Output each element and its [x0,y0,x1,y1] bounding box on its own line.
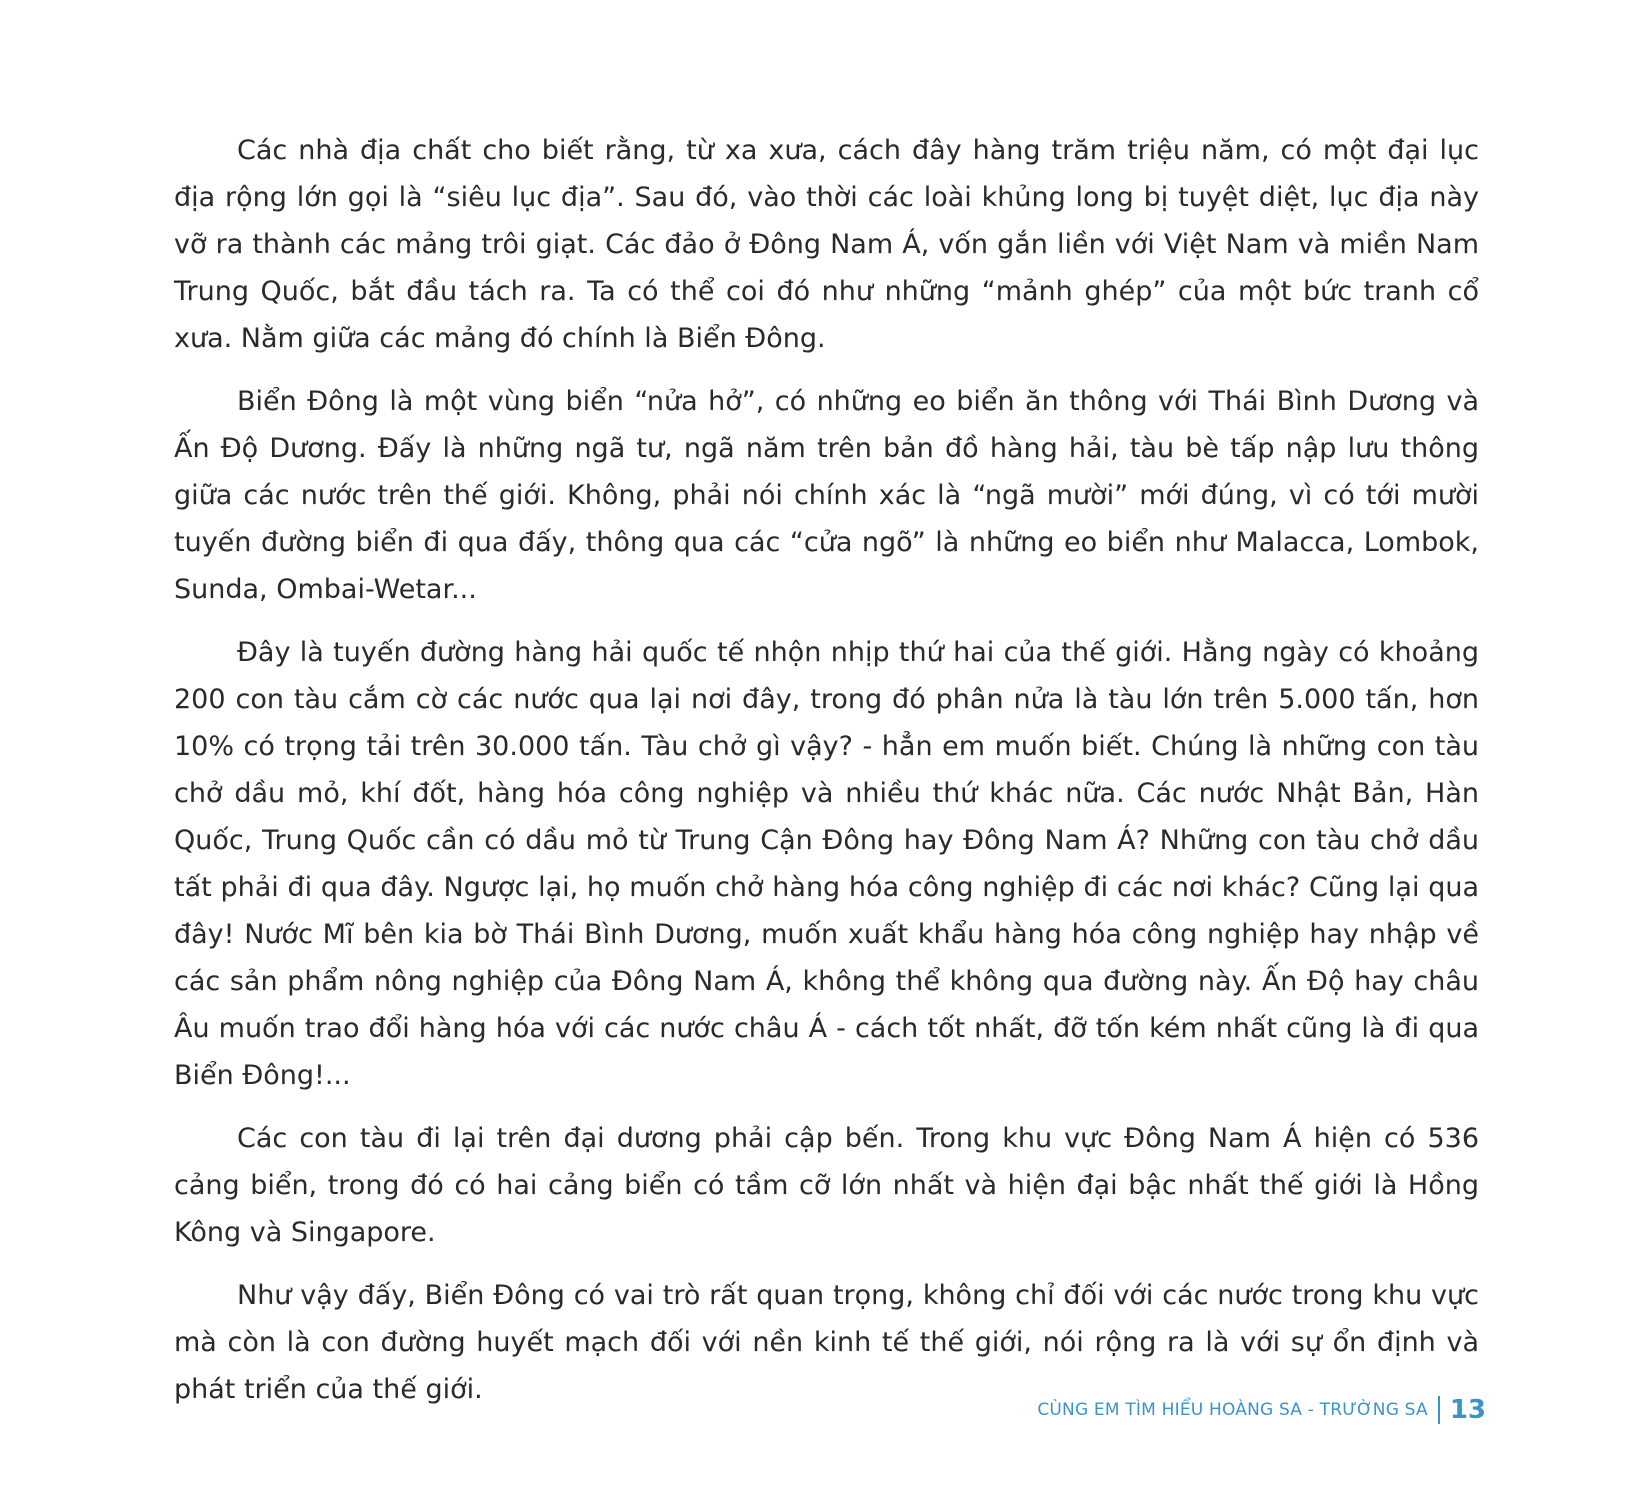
paragraph-5: Như vậy đấy, Biển Đông có vai trò rất quan trọng, không chỉ đối với các nước trong khu vực mà còn là con đường huyết mạch đối với nền kinh tế thế giới, nói rộng ra là với sự ổn định và phát triển của thế giới. [174,1280,1479,1405]
body-text [174,127,1479,1429]
paragraph-4: Các con tàu đi lại trên đại dương phải cập bến. Trong khu vực Đông Nam Á hiện có 536 cảng biển, trong đó có hai cảng biển có tầm cỡ lớn nhất và hiện đại bậc nhất thế giới là Hồng Kông và Singapore. [174,1123,1479,1248]
paragraph-2: Biển Đông là một vùng biển “nửa hở”, có những eo biển ăn thông với Thái Bình Dương và Ấn Độ Dương. Đấy là những ngã tư, ngã năm trên bản đồ hàng hải, tàu bè tấp nập lưu thông giữa các nước trên thế giới. Không, phải nói chính xác là “ngã mười” mới đúng, vì có tới mười tuyến đường biển đi qua đấy, thông qua các “cửa ngõ” là những eo biển như Malacca, Lombok, Sunda, Ombai-Wetar... [174,386,1479,605]
paragraph-3: Đây là tuyến đường hàng hải quốc tế nhộn nhịp thứ hai của thế giới. Hằng ngày có khoảng 200 con tàu cắm cờ các nước qua lại nơi đây, trong đó phân nửa là tàu lớn trên 5.000 tấn, hơn 10% có trọng tải trên 30.000 tấn. Tàu chở gì vậy? - hẳn em muốn biết. Chúng là những con tàu chở dầu mỏ, khí đốt, hàng hóa công nghiệp và nhiều thứ khác nữa. Các nước Nhật Bản, Hàn Quốc, Trung Quốc cần có dầu mỏ từ Trung Cận Đông hay Đông Nam Á? Những con tàu chở dầu tất phải đi qua đây. Ngược lại, họ muốn chở hàng hóa công nghiệp đi các nơi khác? Cũng lại qua đây! Nước Mĩ bên kia bờ Thái Bình Dương, muốn xuất khẩu hàng hóa công nghiệp hay nhập về các sản phẩm nông nghiệp của Đông Nam Á, không thể không qua đường này. Ấn Độ hay châu Âu muốn trao đổi hàng hóa với các nước châu Á - cách tốt nhất, đỡ tốn kém nhất cũng là đi qua Biển Đông!... [174,637,1479,1091]
running-title: CÙNG EM TÌM HIỂU HOÀNG SA - TRƯỜNG SA [1037,1400,1428,1420]
page-number: 13 [1449,1395,1486,1425]
footer-divider [1438,1396,1440,1424]
paragraph-1: Các nhà địa chất cho biết rằng, từ xa xưa, cách đây hàng trăm triệu năm, có một đại lục địa rộng lớn gọi là “siêu lục địa”. Sau đó, vào thời các loài khủng long bị tuyệt diệt, lục địa này vỡ ra thành các mảng trôi giạt. Các đảo ở Đông Nam Á, vốn gắn liền với Việt Nam và miền Nam Trung Quốc, bắt đầu tách ra. Ta có thể coi đó như những “mảnh ghép” của một bức tranh cổ xưa. Nằm giữa các mảng đó chính là Biển Đông. [174,135,1479,354]
page-footer [1037,1395,1486,1425]
